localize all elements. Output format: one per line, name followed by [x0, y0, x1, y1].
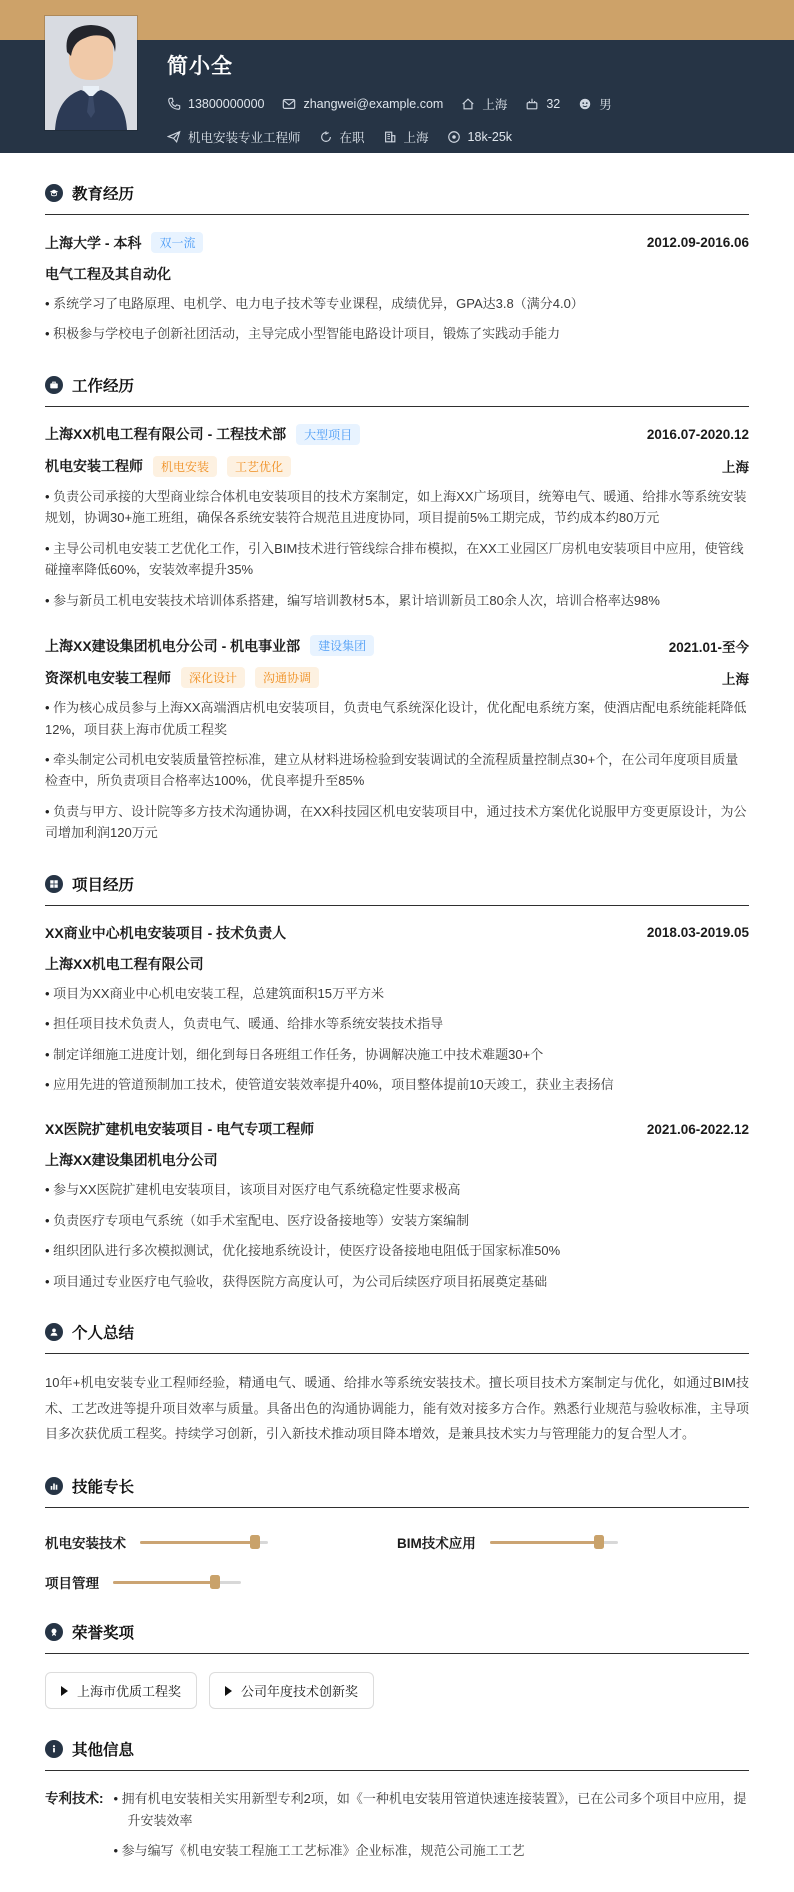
job-title: 资深机电安装工程师: [45, 669, 171, 686]
email-item: [282, 97, 443, 111]
phone-item: [167, 97, 264, 111]
section-title: 教育经历: [72, 186, 135, 203]
work-date: 2016.07-2020.12: [646, 426, 749, 442]
skill-item: [45, 1532, 397, 1552]
project-bullet: • 项目通过专业医疗电气验收，获得医院方高度认可，为公司后续医疗项目拓展奠定基础: [45, 1271, 749, 1292]
project-date: 2018.03-2019.05: [646, 925, 749, 941]
other-label: 专利技术:: [45, 1791, 104, 1807]
education-entry: [45, 232, 749, 345]
briefcase-icon: [45, 376, 63, 394]
section-summary: [45, 1321, 749, 1446]
person-icon: [45, 1323, 63, 1341]
section-other: [45, 1738, 749, 1861]
age-value: 32: [546, 97, 561, 111]
medal-icon: [45, 1623, 63, 1641]
project-bullet: • 制定详细施工进度计划，细化到每日各班组工作任务，协调解决施工中技术难题30+个: [45, 1044, 749, 1065]
work-date: 2021.01-至今: [668, 639, 749, 655]
job-status-value: 在职: [339, 131, 365, 145]
bar-chart-icon: [45, 1477, 63, 1495]
work-bullet: • 参与新员工机电安装技术培训体系搭建，编写培训教材5本，累计培训新员工80余人次，培训合格率达98%: [45, 590, 749, 611]
section-skills: [45, 1475, 749, 1592]
skill-item: [45, 1572, 397, 1592]
project-name: XX商业中心机电安装项目 - 技术负责人: [45, 924, 287, 941]
section-title: 工作经历: [72, 377, 135, 395]
work-bullet: • 牵头制定公司机电安装质量管控标准，建立从材料进场检验到安装调试的全流程质量控制点30+个，在公司年度项目质量检查中，所负责项目合格率达100%，优良率提升至85%: [45, 749, 749, 792]
section-projects: [45, 873, 749, 1293]
skill-slider[interactable]: [113, 1575, 241, 1589]
gender-value: 男: [599, 98, 612, 112]
work-location: 上海: [722, 460, 749, 476]
work-entry: [45, 424, 749, 611]
work-location: 上海: [722, 671, 749, 687]
company-name: 上海XX建设集团机电分公司 - 机电事业部: [45, 637, 301, 654]
summary-text: 10年+机电安装专业工程师经验，精通电气、暖通、给排水等系统安装技术。擅长项目技术方案制定与优化，如通过BIM技术、工艺改进等提升项目效率与质量。具备出色的沟通协调能力，能有效对接多方合作。熟悉行业规范与验收标准，主导项目多次获优质工程奖。持续学习创新，引入新技术推动项目降本增效，是兼具技术实力与管理能力的复合型人才。: [45, 1375, 749, 1441]
position-icon: [167, 130, 181, 144]
home-city-item: [461, 95, 507, 113]
skill-name: 机电安装技术: [45, 1536, 126, 1552]
major: 电气工程及其自动化: [45, 266, 171, 282]
work-entry: [45, 635, 749, 844]
avatar-illustration: [45, 16, 137, 130]
education-date: 2012.09-2016.06: [646, 235, 749, 250]
phone-icon: [167, 97, 181, 111]
project-entry: [45, 1119, 749, 1292]
section-title: 技能专长: [72, 1479, 135, 1497]
work-bullet: • 负责公司承接的大型商业综合体机电安装项目的技术方案制定，如上海XX广场项目，统筹电气、暖通、给排水等系统安装规划，协调30+施工班组，确保各系统安装符合规范且进度协同，项目提前5%工期完成，节约成本约80万元: [45, 486, 749, 529]
education-bullet: • 积极参与学校电子创新社团活动，主导完成小型智能电路设计项目，锻炼了实践动手能力: [45, 323, 749, 344]
honor-label: 公司年度技术创新奖: [241, 1684, 359, 1700]
position-item: [167, 128, 301, 146]
position-value: 机电安装专业工程师: [188, 131, 301, 145]
slider-handle[interactable]: [250, 1535, 260, 1549]
project-bullet: • 担任项目技术负责人，负责电气、暖通、给排水等系统安装技术指导: [45, 1013, 749, 1034]
job-tag: 沟通协调: [255, 667, 319, 688]
school-badge: 双一流: [151, 232, 203, 253]
job-tag: 机电安装: [153, 456, 217, 477]
section-honors: [45, 1621, 749, 1709]
other-bullet: • 参与编写《机电安装工程施工工艺标准》企业标准，规范公司施工工艺: [114, 1840, 750, 1861]
honor-label: 上海市优质工程奖: [77, 1684, 182, 1700]
job-tag: 工艺优化: [227, 456, 291, 477]
work-bullet: • 负责与甲方、设计院等多方技术沟通协调，在XX科技园区机电安装项目中，通过技术方案优化说服甲方变更原设计，为公司增加利润120万元: [45, 801, 749, 844]
gender-item: [578, 95, 612, 113]
building-icon: [383, 130, 397, 144]
project-bullet: • 参与XX医院扩建机电安装项目，该项目对医疗电气系统稳定性要求极高: [45, 1179, 749, 1200]
info-icon: [45, 1740, 63, 1758]
project-bullet: • 应用先进的管道预制加工技术，使管道安装效率提升40%，项目整体提前10天竣工，获业主表扬信: [45, 1074, 749, 1095]
salary-item: [447, 130, 512, 144]
project-company: 上海XX机电工程有限公司: [45, 955, 204, 972]
email-value: zhangwei@example.com: [303, 97, 444, 111]
phone-value: 13800000000: [188, 97, 265, 111]
section-title: 其他信息: [72, 1742, 135, 1760]
other-bullet: • 拥有机电安装相关实用新型专利2项，如《一种机电安装用管道快速连接装置》，已在公司多个项目中应用，提升安装效率: [114, 1788, 750, 1831]
company-name: 上海XX机电工程有限公司 - 工程技术部: [45, 426, 287, 443]
section-title: 荣誉奖项: [72, 1625, 135, 1643]
project-bullet: • 负责医疗专项电气系统（如手术室配电、医疗设备接地等）安装方案编制: [45, 1210, 749, 1231]
slider-handle[interactable]: [210, 1575, 220, 1589]
work-bullet: • 主导公司机电安装工艺优化工作，引入BIM技术进行管线综合排布模拟，在XX工业园区厂房机电安装项目中应用，使管线碰撞率降低60%，安装效率提升35%: [45, 538, 749, 581]
slider-handle[interactable]: [594, 1535, 604, 1549]
resume-header: [0, 40, 794, 153]
section-education: [45, 182, 749, 345]
project-entry: [45, 923, 749, 1096]
section-title: 个人总结: [72, 1325, 135, 1343]
avatar: [45, 16, 137, 130]
work-bullet: • 作为核心成员参与上海XX高端酒店机电安装项目，负责电气系统深化设计，优化配电系统方案，使酒店配电系统能耗降低12%，项目获上海市优质工程奖: [45, 697, 749, 740]
skill-slider[interactable]: [140, 1535, 268, 1549]
salary-value: 18k-25k: [467, 130, 513, 144]
project-bullet: • 组织团队进行多次模拟测试，优化接地系统设计，使医疗设备接地电阻低于国家标准50%: [45, 1240, 749, 1261]
work-city-item: [383, 128, 429, 146]
project-date: 2021.06-2022.12: [646, 1121, 749, 1137]
skill-name: 项目管理: [45, 1576, 99, 1592]
skill-slider[interactable]: [490, 1535, 618, 1549]
company-badge: 建设集团: [310, 635, 374, 656]
work-city-value: 上海: [403, 131, 429, 145]
project-company: 上海XX建设集团机电分公司: [45, 1152, 218, 1169]
contact-row-2: [167, 128, 749, 146]
project-bullet: • 项目为XX商业中心机电安装工程，总建筑面积15万平方米: [45, 983, 749, 1004]
home-icon: [461, 97, 475, 111]
mail-icon: [282, 97, 296, 111]
education-bullet: • 系统学习了电路原理、电机学、电力电子技术等专业课程，成绩优异，GPA达3.8（满分4.0）: [45, 293, 749, 314]
job-title: 机电安装工程师: [45, 458, 143, 475]
candidate-name: 简小全: [167, 55, 233, 78]
project-name: XX医院扩建机电安装项目 - 电气专项工程师: [45, 1121, 315, 1138]
age-item: [525, 97, 560, 111]
salary-icon: [447, 130, 461, 144]
age-icon: [525, 97, 539, 111]
job-status-icon: [319, 130, 333, 144]
company-badge: 大型项目: [296, 424, 360, 445]
section-title: 项目经历: [72, 876, 135, 894]
skill-name: BIM技术应用: [397, 1536, 476, 1552]
education-icon: [45, 184, 63, 202]
skill-item: [397, 1532, 749, 1552]
home-city-value: 上海: [482, 98, 508, 112]
job-tag: 深化设计: [181, 667, 245, 688]
contact-row-1: [167, 95, 749, 113]
grid-icon: [45, 875, 63, 893]
gender-icon: [578, 97, 592, 111]
job-status-item: [319, 128, 365, 146]
section-work: [45, 374, 749, 844]
school-degree: 上海大学 - 本科: [45, 234, 142, 251]
